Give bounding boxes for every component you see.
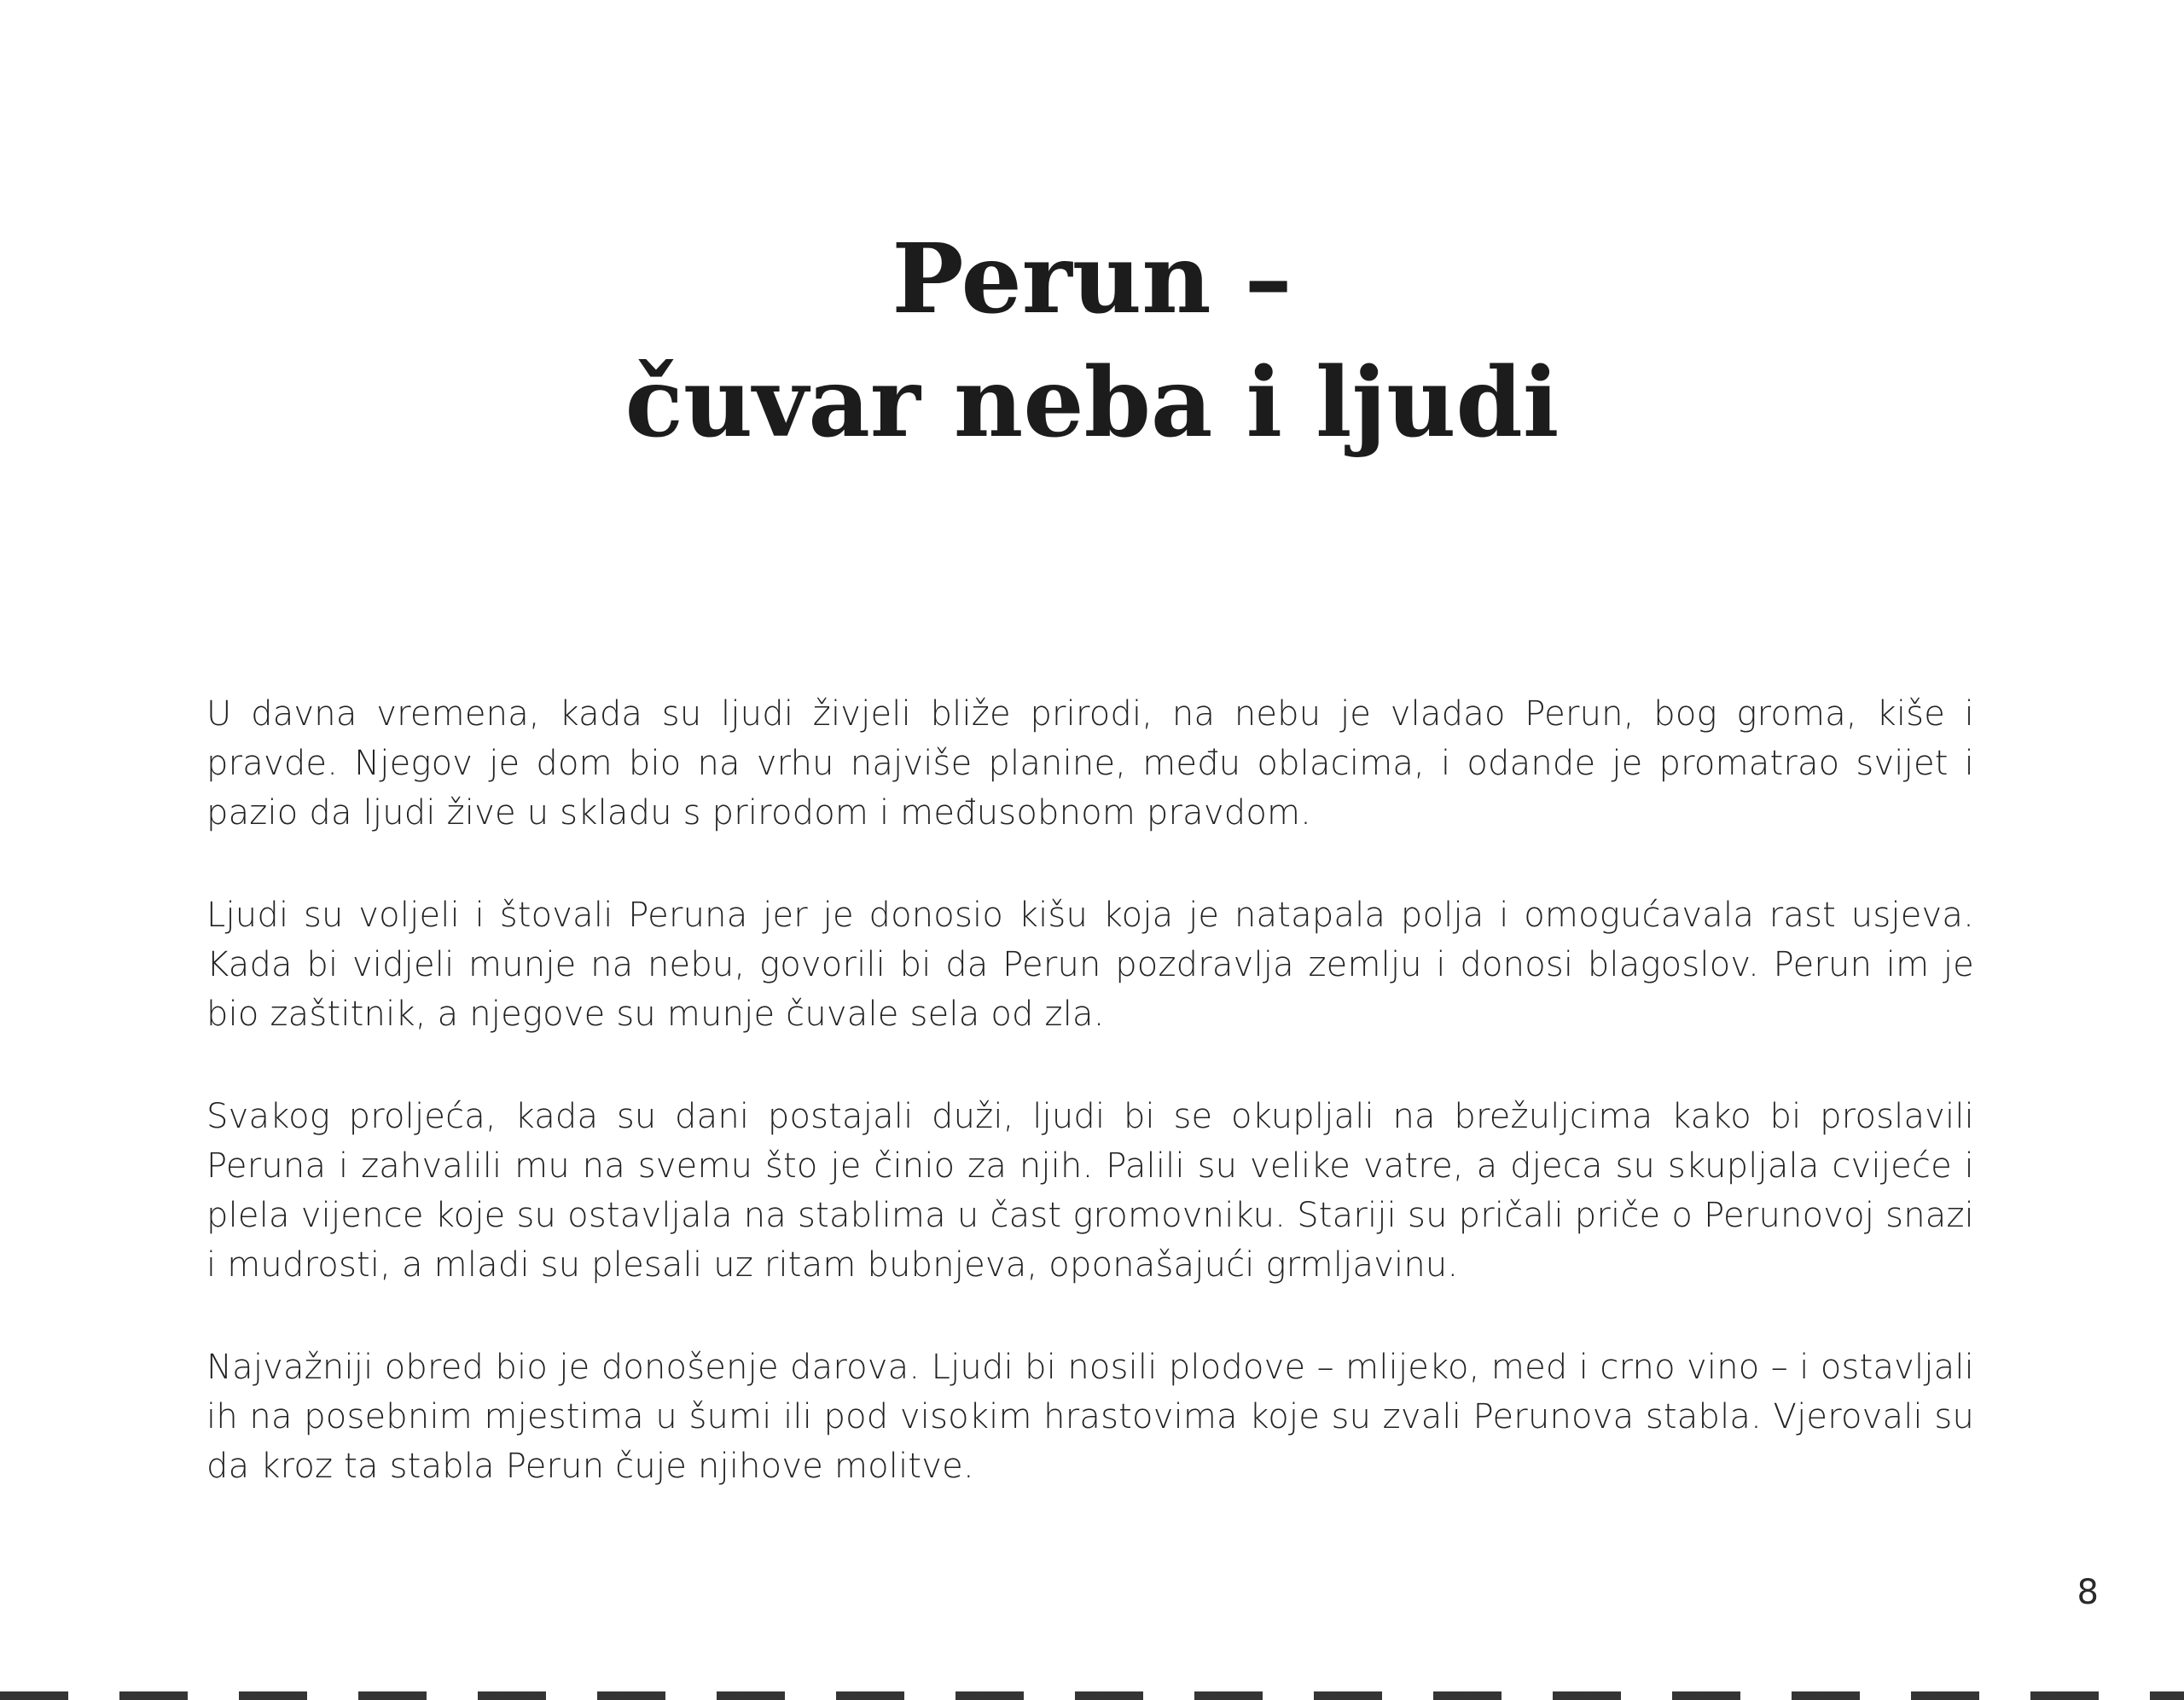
page-number: 8	[2077, 1573, 2099, 1612]
title-line-2: čuvar neba i ljudi	[624, 347, 1560, 459]
paragraph-4: Najvažniji obred bio je donošenje darova. Ljudi bi nosili plodove – mlijeko, med i crno vino – i ostavljali ih na posebnim mjestima u šumi ili pod visokim hrastovima koje su zvali Perunova stabla. Vjerovali su da kroz ta stabla Perun čuje njihove molitve.	[206, 1348, 1974, 1486]
paragraph-1: U davna vremena, kada su ljudi živjeli bliže prirodi, na nebu je vladao Perun, bog groma, kiše i pravde. Njegov je dom bio na vrhu najviše planine, među oblacima, i odande je promatrao svijet i pazio da ljudi žive u skladu s prirodom i međusobnom pravdom.	[206, 694, 1974, 833]
bottom-edge-strip	[0, 1691, 2184, 1700]
page-title	[0, 218, 2184, 465]
title-line-1: Perun –	[892, 223, 1292, 335]
paragraph-3: Svakog proljeća, kada su dani postajali duži, ljudi bi se okupljali na brežuljcima kako bi proslavili Peruna i zahvalili mu na svemu što je činio za njih. Palili su velike vatre, a djeca su skupljala cvijeće i plela vijence koje su ostavljala na stablima u čast gromovniku. Stariji su pričali priče o Perunovoj snazi i mudrosti, a mladi su plesali uz ritam bubnjeva, oponašajući grmljavinu.	[206, 1097, 1974, 1285]
paragraph-2: Ljudi su voljeli i štovali Peruna jer je donosio kišu koja je natapala polja i omogućavala rast usjeva. Kada bi vidjeli munje na nebu, govorili bi da Perun pozdravlja zemlju i donosi blagoslov. Perun im je bio zaštitnik, a njegove su munje čuvale sela od zla.	[206, 896, 1974, 1034]
body-text	[206, 689, 1974, 1544]
